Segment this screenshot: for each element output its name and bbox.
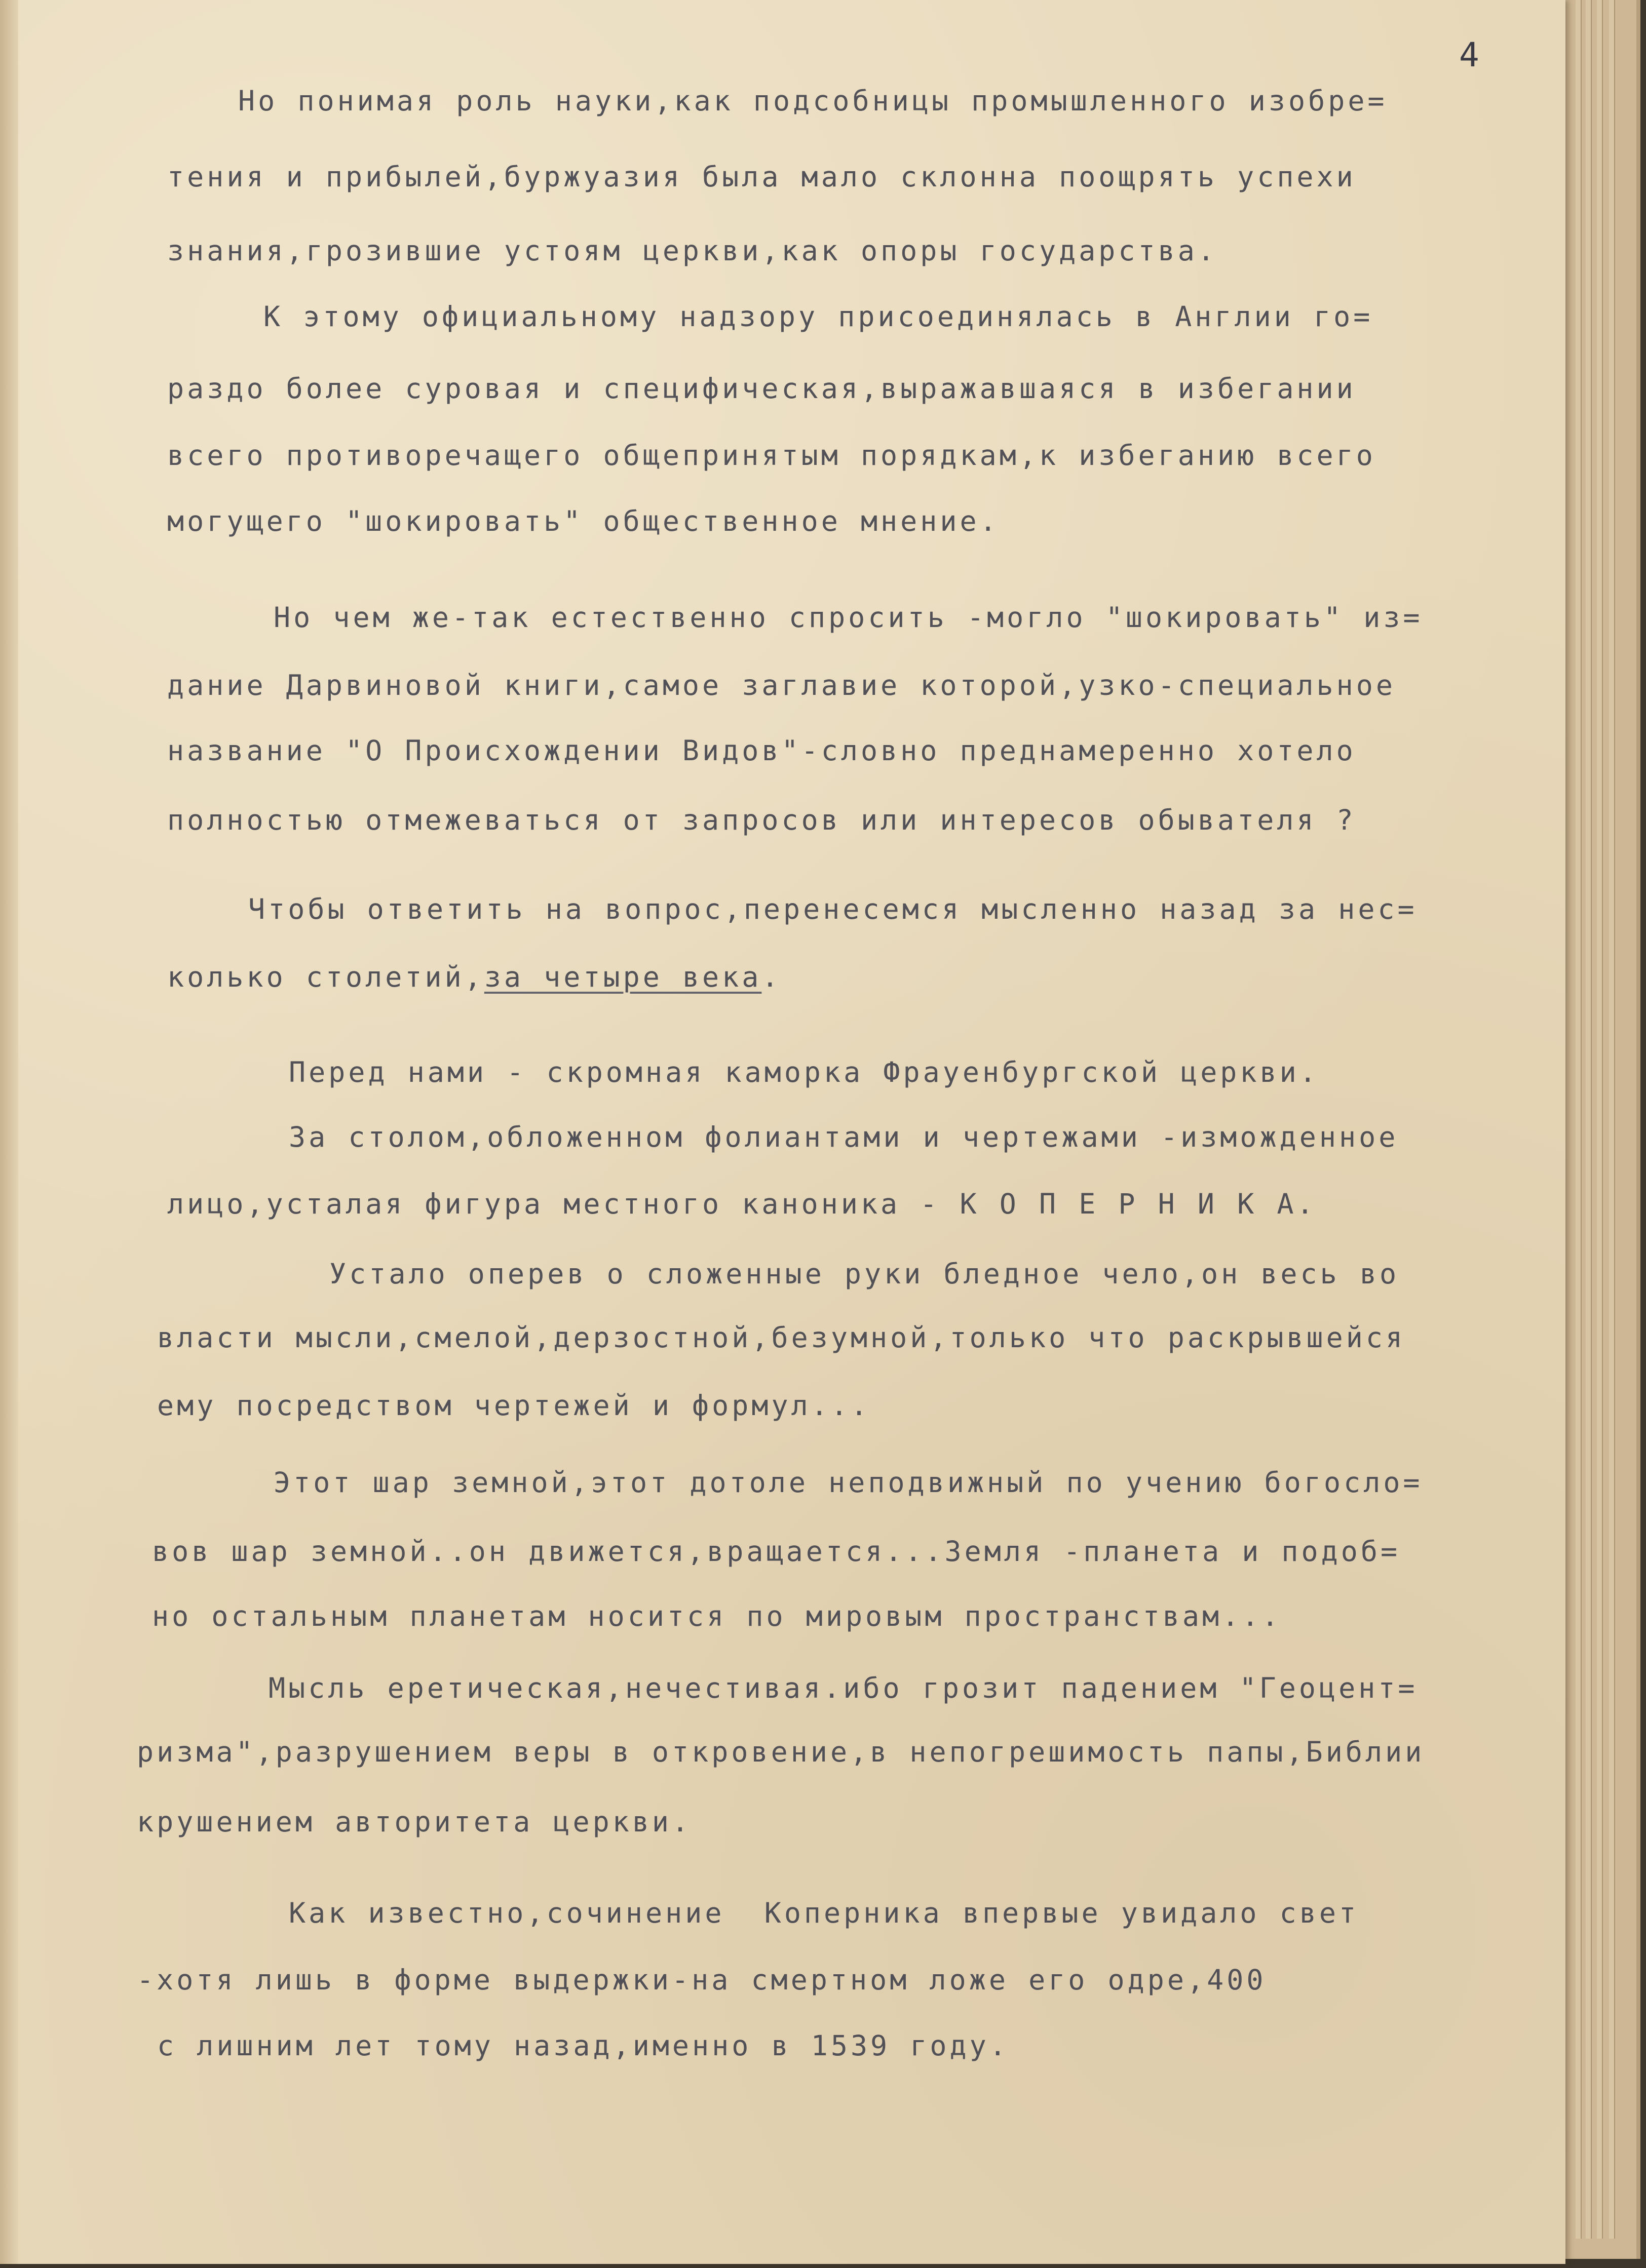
text-line: но остальным планетам носится по мировым пространствам...: [152, 1600, 1282, 1632]
text-line: власти мысли,смелой,дерзостной,безумной,только что раскрывшейся: [157, 1321, 1406, 1354]
page-edge: [1597, 0, 1603, 2239]
text-line: раздо более суровая и специфическая,выражавшаяся в избегании: [167, 372, 1356, 405]
text-line: тения и прибылей,буржуазия была мало склонна поощрять успехи: [167, 161, 1356, 193]
page-number: 4: [1459, 35, 1480, 74]
page-edge: [1576, 0, 1582, 2239]
text-line: -хотя лишь в форме выдержки-на смертном ложе его одре,400: [137, 1964, 1267, 1996]
text-line: с лишним лет тому назад,именно в 1539 году.: [157, 2029, 1009, 2062]
text-line: дание Дарвиновой книги,самое заглавие которой,узко-специальное: [167, 669, 1396, 701]
line-segment: .: [761, 961, 782, 993]
text-line: полностью отмежеваться от запросов или интересов обывателя ?: [167, 804, 1356, 836]
text-line: Но чем же-так естественно спросить -могло "шокировать" из=: [274, 601, 1423, 634]
underlined-phrase: за четыре века: [484, 961, 762, 993]
text-line: [167, 963, 782, 991]
text-line: вов шар земной..он движется,вращается...Земля -планета и подоб=: [152, 1535, 1401, 1568]
binding-gutter: [0, 0, 18, 2264]
text-line: Перед нами - скромная каморка Фрауенбургской церкви.: [289, 1056, 1319, 1088]
text-line: За столом,обложенном фолиантами и чертежами -изможденное: [289, 1121, 1399, 1153]
text-line: Но понимая роль науки,как подсобницы промышленного изобре=: [238, 85, 1388, 117]
page-edge: [1609, 0, 1615, 2239]
text-line: К этому официальному надзору присоединялась в Англии го=: [263, 300, 1373, 333]
text-line: могущего "шокировать" общественное мнение.: [167, 505, 1000, 537]
text-line: знания,грозившие устоям церкви,как опоры государства.: [167, 234, 1217, 267]
text-line: название "О Происхождении Видов"-словно преднамеренно хотело: [167, 734, 1356, 767]
page-edge: [1586, 0, 1592, 2239]
text-line: Чтобы ответить на вопрос,перенесемся мысленно назад за нес=: [248, 893, 1418, 925]
text-line: Устало оперев о сложенные руки бледное чело,он весь во: [329, 1258, 1400, 1290]
text-line: лицо,усталая фигура местного каноника - К О П Е Р Н И К А.: [167, 1188, 1317, 1220]
text-line: Как известно,сочинение Коперника впервые увидало свет: [289, 1897, 1359, 1929]
line-segment: колько столетий,: [167, 961, 484, 993]
text-line: Мысль еретическая,нечестивая.ибо грозит падением "Геоцент=: [269, 1672, 1418, 1704]
text-line: Этот шар земной,этот дотоле неподвижный по учению богосло=: [274, 1466, 1423, 1499]
text-line: ризма",разрушением веры в откровение,в непогрешимость папы,Библии: [137, 1736, 1425, 1768]
text-line: ему посредством чертежей и формул...: [157, 1389, 871, 1422]
text-line: всего противоречащего общепринятым порядкам,к избеганию всего: [167, 439, 1376, 472]
text-line: крушением авторитета церкви.: [137, 1806, 692, 1838]
